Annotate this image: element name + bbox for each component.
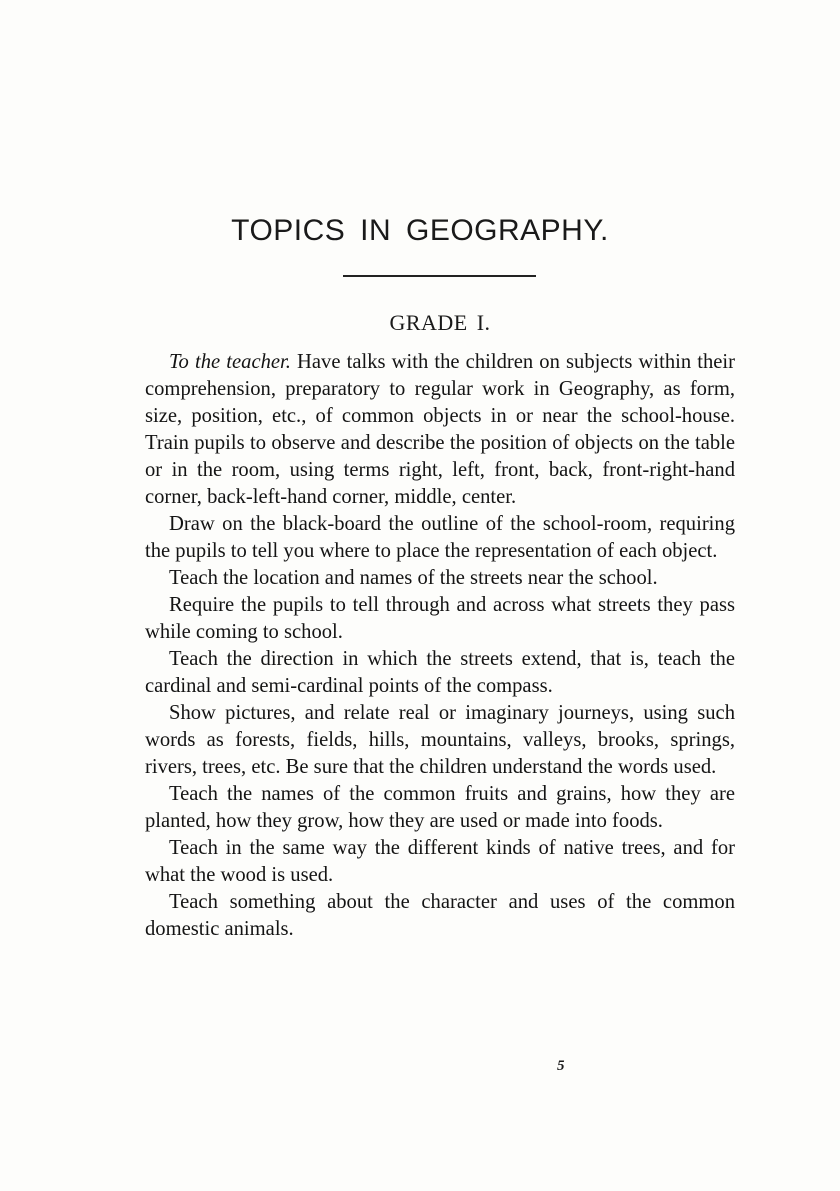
paragraph: Teach the location and names of the streets near the school. (169, 567, 658, 589)
body-text (145, 349, 735, 943)
paragraph: Teach the direction in which the streets extend, that is, teach the cardinal and semi-cardinal points of the compass. (145, 648, 735, 697)
title-divider (343, 275, 536, 277)
intro-text: Have talks with the children on subjects within their comprehension, preparatory to regular work in Geography, as form, size, position, etc., of common objects in or near the school-house. Train pupils to observe and describe the position of objects on the table or in the room, using terms right, left, front, back, front-right-hand corner, back-left-hand corner, middle, center. (145, 351, 735, 508)
paragraph: Draw on the black-board the outline of the school-room, requiring the pupils to tell you where to place the representation of each object. (145, 513, 735, 562)
paragraph: Teach in the same way the different kinds of native trees, and for what the wood is used. (145, 837, 735, 886)
paragraph: Teach something about the character and uses of the common domestic animals. (145, 891, 735, 940)
paragraph: Require the pupils to tell through and across what streets they pass while coming to school. (145, 594, 735, 643)
page-title: TOPICS IN GEOGRAPHY. (231, 214, 609, 247)
paragraph: Teach the names of the common fruits and grains, how they are planted, how they grow, how they are used or made into foods. (145, 783, 735, 832)
page-number: 5 (557, 1058, 565, 1074)
intro-label: To the teacher. (169, 351, 291, 373)
section-heading: GRADE I. (389, 310, 491, 335)
paragraph-intro (145, 349, 735, 511)
paragraph: Show pictures, and relate real or imaginary journeys, using such words as forests, fields, hills, mountains, valleys, brooks, springs, rivers, trees, etc. Be sure that the children understand the words used. (145, 702, 735, 778)
